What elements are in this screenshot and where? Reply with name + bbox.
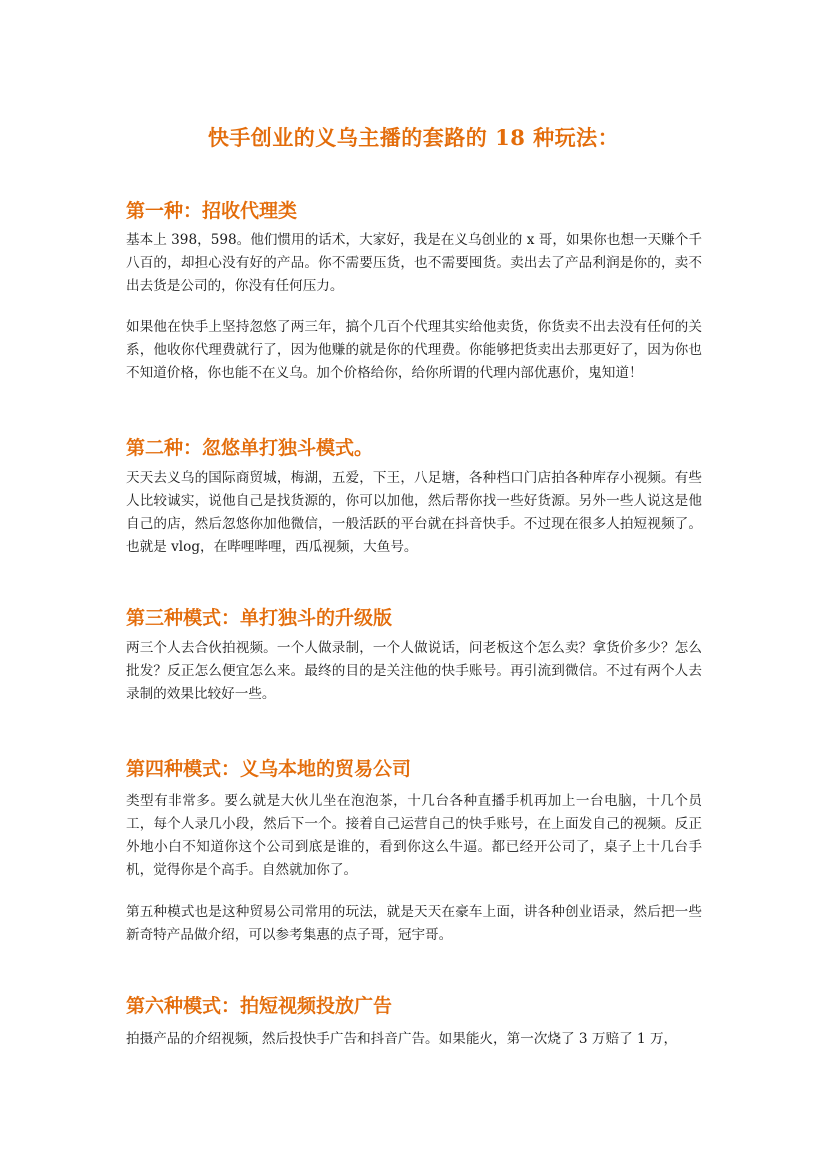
- section-1-heading: 第一种：招收代理类: [126, 200, 298, 222]
- section-2-heading: 第二种：忽悠单打独斗模式。: [126, 437, 374, 459]
- section-3-paragraph-1: 两三个人去合伙拍视频。一个人做录制，一个人做说话，问老板这个怎么卖？拿货价多少？怎么批发？反正怎么便宜怎么来。最终的目的是关注他的快手账号。再引流到微信。不过有两个人去录制的效果比较好一些。: [126, 640, 702, 702]
- section-6-heading: 第六种模式：拍短视频投放广告: [126, 995, 393, 1017]
- section-4-paragraph-1: 类型有非常多。要么就是大伙儿坐在泡泡茶，十几台各种直播手机再加上一台电脑，十几个员工，每个人录几小段，然后下一个。接着自己运营自己的快手账号，在上面发自己的视频。反正外地小白不知道你这个公司到底是谁的，看到你这么牛逼。都已经开公司了，桌子上十几台手机，觉得你是个高手。自然就加你了。: [126, 793, 702, 878]
- section-4-heading: 第四种模式：义乌本地的贸易公司: [126, 758, 412, 780]
- section-3-heading: 第三种模式：单打独斗的升级版: [126, 607, 393, 629]
- section-4-paragraph-2: 第五种模式也是这种贸易公司常用的玩法，就是天天在豪车上面，讲各种创业语录，然后把一些新奇特产品做介绍，可以参考集惠的点子哥，冠宇哥。: [126, 904, 702, 943]
- document-title: 快手创业的义乌主播的套路的 18 种玩法：: [207, 125, 620, 150]
- section-1-paragraph-2: 如果他在快手上坚持忽悠了两三年，搞个几百个代理其实给他卖货，你货卖不出去没有任何的关系，他收你代理费就行了，因为他赚的就是你的代理费。你能够把货卖出去那更好了，因为你也不知道价格，你也能不在义乌。加个价格给你，给你所谓的代理内部优惠价，鬼知道！: [126, 319, 702, 381]
- section-1-paragraph-1: 基本上 398，598。他们惯用的话术，大家好，我是在义乌创业的 x 哥，如果你也想一天赚个千八百的，却担心没有好的产品。你不需要压货，也不需要囤货。卖出去了产品利润是你的，卖不出去货是公司的，你没有任何压力。: [126, 232, 702, 294]
- section-6-paragraph-1: 拍摄产品的介绍视频，然后投快手广告和抖音广告。如果能火，第一次烧了 3 万赔了 1 万，: [126, 1031, 678, 1047]
- section-2-paragraph-1: 天天去义乌的国际商贸城，梅湖，五爱，下王，八足塘，各种档口门店拍各种库存小视频。有些人比较诚实，说他自己是找货源的，你可以加他，然后帮你找一些好货源。另外一些人说这是他自己的店，然后忽悠你加他微信，一般活跃的平台就在抖音快手。不过现在很多人拍短视频了。也就是 vlog，在哔哩哔哩，西瓜视频，大鱼号。: [126, 470, 702, 555]
